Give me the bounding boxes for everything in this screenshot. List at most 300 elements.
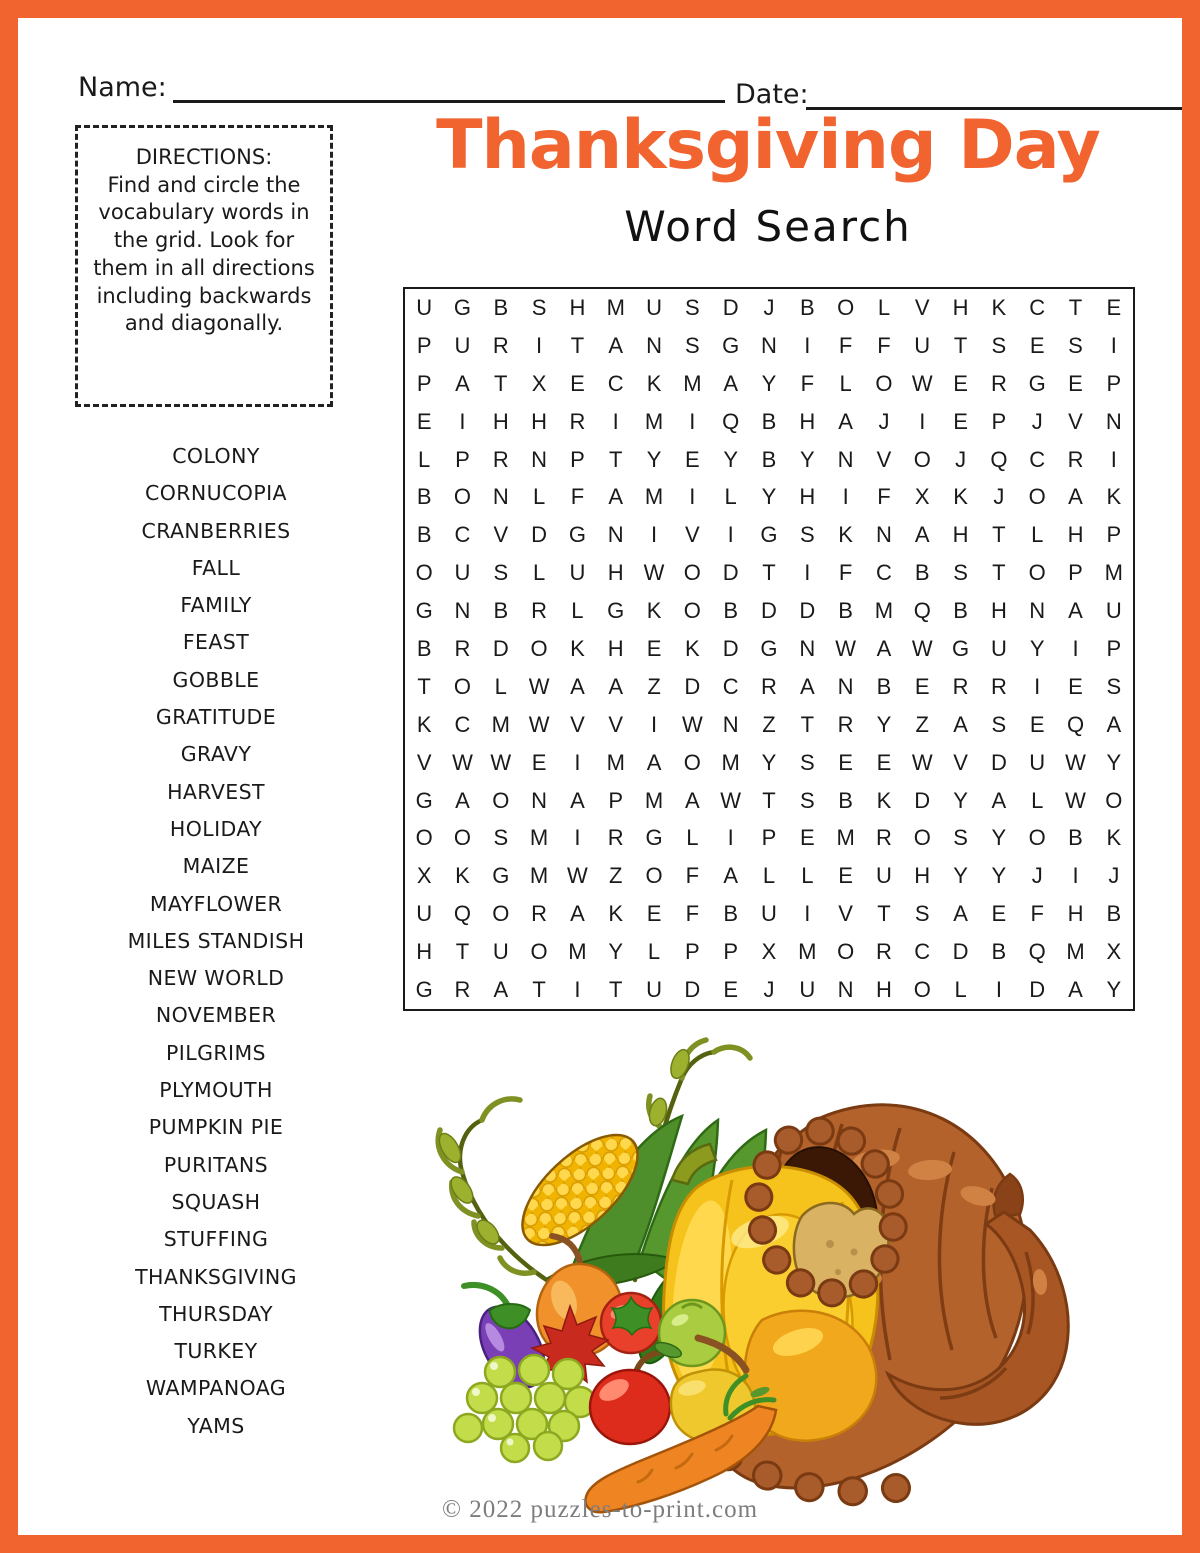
grid-cell: E (1068, 370, 1083, 396)
grid-cell: Q (1066, 711, 1085, 737)
grid-cell: W (1065, 749, 1086, 775)
grid-cell: W (681, 711, 703, 737)
grid-cell: I (727, 825, 734, 851)
grid-cell: R (569, 408, 586, 434)
grid-cell: C (1029, 294, 1046, 320)
grid-cell: R (531, 901, 548, 927)
grid-cell: A (991, 787, 1007, 813)
grid-cell: T (762, 560, 776, 586)
grid-cell: J (763, 294, 775, 320)
grid-cell: W (911, 749, 933, 775)
word-list-item: MAIZE (182, 854, 250, 879)
grid-cell: N (1029, 598, 1046, 624)
grid-cell: W (452, 749, 473, 775)
grid-cell: M (644, 787, 664, 813)
grid-cell: C (875, 560, 892, 586)
grid-cell: R (454, 977, 471, 1003)
grid-cell: A (838, 408, 853, 434)
grid-cell: W (528, 711, 550, 737)
grid-cell: L (571, 598, 584, 624)
grid-cell: D (799, 598, 816, 624)
grid-cell: H (531, 408, 548, 434)
grid-cell: R (761, 673, 777, 699)
grid-cell: H (492, 408, 509, 434)
grid-cell: L (1031, 522, 1044, 548)
grid-cell: L (686, 825, 699, 851)
grid-cell: O (453, 673, 472, 699)
grid-cell: A (1106, 711, 1122, 737)
grid-cell: Y (876, 711, 892, 737)
grid-cell: P (991, 408, 1007, 434)
copyright-text: © 2022 puzzles-to-print.com (441, 1496, 759, 1523)
grid-cell: A (685, 787, 700, 813)
grid-cell: V (685, 522, 700, 548)
grid-cell: Y (761, 484, 777, 510)
grid-cell: G (645, 825, 663, 851)
grid-cell: L (532, 484, 546, 510)
grid-cell: S (493, 560, 509, 586)
grid-cell: S (493, 825, 509, 851)
grid-cell: K (685, 635, 700, 661)
grid-cell: A (953, 711, 968, 737)
grid-cell: S (914, 901, 930, 927)
grid-cell: M (836, 825, 855, 851)
grid-cell: I (689, 408, 696, 434)
grid-cell: S (953, 560, 968, 586)
grid-cell: A (608, 332, 624, 358)
grid-cell: N (761, 332, 777, 358)
grid-cell: I (459, 408, 466, 434)
grid-cell: S (953, 825, 968, 851)
grid-cell: B (761, 408, 777, 434)
grid-cell: D (722, 635, 739, 661)
grid-cell: D (952, 939, 969, 965)
directions-heading: DIRECTIONS: (135, 145, 273, 169)
red-apple-icon (590, 1340, 683, 1444)
grid-cell: V (838, 901, 853, 927)
grid-cell: G (952, 635, 970, 661)
grid-cell: L (877, 294, 891, 320)
grid-cell: E (953, 370, 968, 396)
grid-cell: U (1105, 598, 1122, 624)
grid-cell: T (800, 711, 815, 737)
grid-cell: T (609, 977, 623, 1003)
grid-cell: E (876, 749, 892, 775)
grid-cell: Y (761, 749, 777, 775)
grid-cell: A (570, 787, 585, 813)
grid-cell: R (837, 711, 854, 737)
grid-cell: L (1031, 787, 1044, 813)
grid-cell: H (1067, 901, 1084, 927)
grid-cell: A (455, 787, 470, 813)
grid-cell: L (801, 863, 814, 889)
grid-cell: H (1067, 522, 1084, 548)
grid-cell: Q (913, 598, 931, 624)
grid-cell: K (455, 863, 470, 889)
grid-cell: U (1029, 749, 1046, 775)
grid-cell: M (644, 484, 664, 510)
grid-cell: A (608, 484, 624, 510)
grid-cell: N (837, 673, 854, 699)
grid-cell: H (952, 294, 969, 320)
grid-cell: Y (646, 446, 662, 472)
grid-cell: M (874, 598, 894, 624)
grid-cell: X (531, 370, 547, 396)
grid-cell: Z (647, 673, 661, 699)
grid-cell: T (609, 446, 623, 472)
grid-cell: E (646, 635, 662, 661)
grid-cell: O (913, 825, 931, 851)
grid-cell: E (1029, 332, 1045, 358)
grid-cell: S (799, 749, 815, 775)
grid-cell: B (416, 484, 432, 510)
grid-cell: D (684, 673, 701, 699)
word-list-item: FEAST (182, 630, 250, 655)
grid-cell: S (685, 294, 700, 320)
word-list-item: GOBBLE (172, 667, 260, 692)
grid-cell: M (529, 825, 549, 851)
grid-cell: G (722, 332, 740, 358)
grid-cell: I (1072, 863, 1079, 889)
grid-cell: B (723, 901, 739, 927)
grid-cell: A (1068, 484, 1083, 510)
grid-cell: Z (762, 711, 776, 737)
grid-cell: S (991, 711, 1007, 737)
grid-cell: R (875, 825, 892, 851)
grid-cell: P (570, 446, 585, 472)
grid-cell: T (417, 673, 431, 699)
grid-cell: B (1106, 901, 1122, 927)
grid-cell: O (1028, 560, 1046, 586)
grid-cell: O (913, 977, 931, 1003)
grid-cell: N (875, 522, 892, 548)
grid-cell: U (761, 901, 777, 927)
grid-cell: W (1065, 787, 1086, 813)
grid-cell: Z (609, 863, 623, 889)
name-blank-line (173, 70, 725, 103)
grid-cell: K (570, 635, 585, 661)
word-list-item: GRAVY (180, 742, 252, 767)
grid-cell: T (455, 939, 470, 965)
grid-cell: O (1028, 484, 1046, 510)
grid-cell: T (992, 560, 1006, 586)
word-list-item: PUMPKIN PIE (148, 1115, 284, 1140)
grid-cell: I (574, 749, 581, 775)
grid-cell: O (1105, 787, 1123, 813)
grid-cell: E (531, 749, 547, 775)
grid-cell: E (1106, 294, 1122, 320)
grid-cell: F (877, 484, 891, 510)
grid-cell: A (1068, 977, 1083, 1003)
grid-cell: B (991, 939, 1007, 965)
grid-cell: E (646, 901, 662, 927)
grid-cell: P (455, 446, 470, 472)
grid-cell: S (991, 332, 1007, 358)
grid-cell: O (492, 787, 510, 813)
grid-cell: B (799, 294, 815, 320)
grid-cell: H (799, 484, 816, 510)
grid-cell: E (685, 446, 700, 472)
grid-cell: E (991, 901, 1007, 927)
grid-cell: F (685, 863, 700, 889)
grid-cell: P (1068, 560, 1083, 586)
grid-cell: R (875, 939, 892, 965)
grid-cell: O (683, 749, 701, 775)
word-list-item: CORNUCOPIA (145, 481, 287, 506)
word-search-grid (403, 287, 1135, 1011)
grid-cell: G (415, 598, 433, 624)
grid-cell: I (1110, 332, 1117, 358)
grid-cell: C (914, 939, 931, 965)
grid-cell: I (689, 484, 696, 510)
grid-cell: I (842, 484, 849, 510)
grid-cell: Z (915, 711, 929, 737)
grid-cell: S (531, 294, 547, 320)
grid-cell: H (607, 560, 624, 586)
grid-cell: B (953, 598, 968, 624)
grid-cell: F (877, 332, 891, 358)
grid-cell: V (1068, 408, 1083, 434)
grid-cell: M (721, 749, 740, 775)
grid-cell: N (837, 977, 854, 1003)
grid-cell: J (955, 446, 967, 472)
grid-cell: J (878, 408, 890, 434)
word-list-item: GRATITUDE (155, 705, 277, 730)
grid-cell: L (532, 560, 546, 586)
grid-cell: D (914, 787, 931, 813)
grid-cell: B (723, 598, 739, 624)
grid-cell: A (570, 901, 585, 927)
word-list-item: THANKSGIVING (135, 1264, 297, 1289)
grid-cell: K (416, 711, 432, 737)
grid-cell: G (760, 522, 778, 548)
grid-cell: N (531, 446, 548, 472)
grid-cell: I (804, 332, 811, 358)
grid-cell: P (416, 332, 432, 358)
grid-cell: B (493, 598, 509, 624)
grid-cell: M (1066, 939, 1085, 965)
grid-cell: W (643, 560, 665, 586)
grid-cell: J (1031, 408, 1043, 434)
grid-cell: U (416, 294, 433, 320)
grid-cell: G (415, 787, 433, 813)
grid-cell: C (722, 673, 739, 699)
grid-cell: I (612, 408, 619, 434)
grid-cell: I (1034, 673, 1041, 699)
grid-cell: H (914, 863, 931, 889)
grid-cell: E (1068, 673, 1083, 699)
grid-cell: G (492, 863, 510, 889)
grid-cell: R (492, 446, 509, 472)
grid-cell: Y (799, 446, 815, 472)
grid-cell: P (761, 825, 777, 851)
word-list-item: PURITANS (163, 1152, 269, 1177)
grid-cell: D (990, 749, 1007, 775)
grid-cell: J (993, 484, 1005, 510)
grid-cell: W (911, 635, 933, 661)
grid-cell: M (529, 863, 549, 889)
word-list-item: HARVEST (167, 779, 265, 804)
grid-cell: A (876, 635, 892, 661)
grid-cell: K (991, 294, 1007, 320)
grid-cell: Y (991, 863, 1007, 889)
grid-cell: Y (1106, 749, 1122, 775)
grid-cell: L (954, 977, 967, 1003)
grid-cell: D (1029, 977, 1046, 1003)
grid-cell: G (760, 635, 778, 661)
grid-cell: K (876, 787, 892, 813)
grid-cell: Y (761, 370, 777, 396)
grid-cell: A (799, 673, 815, 699)
grid-cell: I (804, 560, 811, 586)
grid-cell: O (837, 294, 855, 320)
grid-cell: Y (723, 446, 739, 472)
grid-cell: A (723, 370, 739, 396)
word-list-item: HOLIDAY (169, 816, 263, 841)
grid-cell: U (454, 560, 471, 586)
grid-cell: N (492, 484, 509, 510)
grid-cell: U (646, 977, 662, 1003)
grid-cell: H (990, 598, 1007, 624)
grid-cell: K (646, 370, 662, 396)
grid-cell: X (416, 863, 432, 889)
grid-cell: H (875, 977, 892, 1003)
header-fields (78, 70, 1135, 110)
grid-cell: M (606, 294, 625, 320)
grid-cell: Q (722, 408, 740, 434)
grid-cell: U (492, 939, 509, 965)
grid-cell: V (416, 749, 432, 775)
grid-cell: I (536, 332, 543, 358)
grid-cell: L (647, 939, 661, 965)
grid-cell: P (723, 939, 739, 965)
grid-cell: B (914, 560, 930, 586)
grid-cell: K (1106, 484, 1122, 510)
grid-cell: A (914, 522, 930, 548)
grid-cell: L (418, 446, 431, 472)
grid-cell: L (494, 673, 507, 699)
grid-cell: F (685, 901, 700, 927)
grid-cell: W (911, 370, 933, 396)
word-list-item: MILES STANDISH (127, 928, 305, 953)
word-list-item: CRANBERRIES (141, 518, 291, 543)
grid-cell: F (570, 484, 585, 510)
grid-cell: V (876, 446, 892, 472)
word-list-item: TURKEY (174, 1339, 258, 1364)
grid-cell: O (530, 635, 548, 661)
grid-cell: O (683, 598, 701, 624)
grid-cell: M (683, 370, 702, 396)
grid-cell: A (608, 673, 624, 699)
grid-cell: M (491, 711, 510, 737)
word-list-item: PLYMOUTH (159, 1078, 273, 1103)
grid-cell: W (490, 749, 512, 775)
grid-cell: R (492, 332, 509, 358)
grid-cell: G (568, 522, 586, 548)
grid-cell: I (574, 977, 581, 1003)
grid-cell: O (415, 825, 433, 851)
grid-cell: F (838, 560, 853, 586)
grid-cell: O (875, 370, 893, 396)
grid-cell: U (990, 635, 1007, 661)
grid-cell: U (875, 863, 892, 889)
word-list-item: FALL (191, 555, 241, 580)
grid-cell: B (761, 446, 777, 472)
grid-cell: A (455, 370, 470, 396)
grid-cell: U (569, 560, 586, 586)
grid-cell: R (531, 598, 548, 624)
grid-cell: I (804, 901, 811, 927)
word-list-item: NEW WORLD (147, 966, 285, 991)
grid-cell: X (914, 484, 930, 510)
grid-cell: N (722, 711, 739, 737)
grid-cell: Q (1028, 939, 1046, 965)
page-subtitle: Word Search (624, 202, 912, 251)
grid-cell: N (1105, 408, 1122, 434)
directions-box (75, 125, 333, 407)
grid-cell: I (919, 408, 926, 434)
grid-cell: P (608, 787, 624, 813)
page-title: Thanksgiving Day (436, 106, 1100, 185)
grid-cell: E (723, 977, 739, 1003)
grid-cell: V (608, 711, 624, 737)
grid-cell: O (415, 560, 433, 586)
grid-cell: J (763, 977, 775, 1003)
grid-cell: M (644, 408, 664, 434)
grid-cell: A (1068, 598, 1083, 624)
grid-cell: C (454, 711, 471, 737)
grid-cell: Y (608, 939, 624, 965)
grid-cell: S (799, 522, 815, 548)
grid-cell: E (570, 370, 585, 396)
grid-cell: A (570, 673, 585, 699)
grid-cell: W (720, 787, 742, 813)
grid-cell: P (1106, 522, 1122, 548)
grid-cell: N (837, 446, 854, 472)
grid-cell: U (454, 332, 471, 358)
grid-cell: C (454, 522, 471, 548)
grid-cell: T (762, 787, 776, 813)
grid-cell: U (799, 977, 816, 1003)
grid-cell: L (839, 370, 852, 396)
grid-cell: T (1068, 294, 1083, 320)
grid-cell: A (723, 863, 739, 889)
grid-cell: T (877, 901, 891, 927)
grid-cell: U (416, 901, 433, 927)
grid-cell: M (798, 939, 817, 965)
grid-cell: O (645, 863, 663, 889)
grid-cell: B (876, 673, 892, 699)
grid-cell: R (607, 825, 624, 851)
grid-cell: K (1106, 825, 1122, 851)
grid-cell: A (493, 977, 509, 1003)
grid-cell: P (685, 939, 700, 965)
cornucopia-illustration (430, 1020, 1075, 1525)
grid-cell: A (953, 901, 968, 927)
grid-cell: R (990, 673, 1007, 699)
grid-cell: O (683, 560, 701, 586)
grid-cell: O (492, 901, 510, 927)
word-list-item: THURSDAY (159, 1301, 273, 1326)
grid-cell: B (838, 787, 853, 813)
grid-cell: D (761, 598, 777, 624)
grid-cell: H (569, 294, 586, 320)
grid-cell: D (684, 977, 701, 1003)
grid-cell: I (1110, 446, 1117, 472)
grid-cell: L (724, 484, 737, 510)
grid-cell: H (416, 939, 433, 965)
grid-cell: X (1106, 939, 1122, 965)
